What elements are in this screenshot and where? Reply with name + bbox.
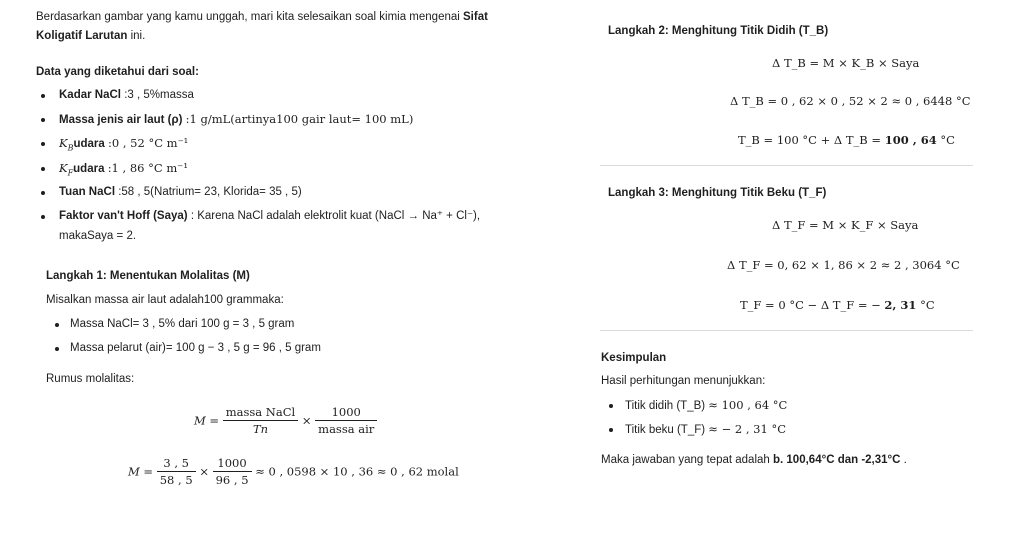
bullet <box>609 428 613 432</box>
bullet <box>41 118 45 122</box>
conclusion-item-boiling: Titik didih (T_B) ≈ 100 , 64 °C <box>625 398 788 412</box>
molality-calculation: M = $\frac{3 , 5}{58 , 5}$ × $\frac{1000}{96 , 5}$ ≈ 0 , 0598 × 10 , 36 ≈ 0 , 62 molal <box>128 456 459 487</box>
known-item-mr: Tuan NaCl :58 , 5(Natrium= 23, Klorida= 35 , 5) <box>59 186 302 198</box>
step2-heading: Langkah 2: Menghitung Titik Didih (T_B) <box>608 25 829 37</box>
molality-formula: M = $\frac{\text{massa NaCl}}{Tn}$ × $\frac{1000}{\text{massa air}}$ <box>194 405 377 436</box>
known-item-kf: $K_Fudara$ :1 , 86 °C m⁻¹ <box>59 161 188 178</box>
bullet <box>41 167 45 171</box>
known-item-kb: $K_Budara$ :0 , 52 °C m⁻¹ <box>59 136 189 153</box>
step3-heading: Langkah 3: Menghitung Titik Beku (T_F) <box>608 187 827 199</box>
known-item-nacl: Kadar NaCl :3 , 5%massa <box>59 89 194 101</box>
fraction: $\frac{1000}{\text{massa air}}$ <box>315 405 377 436</box>
bullet <box>55 323 59 327</box>
known-item-vant-hoff: Faktor van't Hoff (Saya) : Karena NaCl adalah elektrolit kuat (NaCl → Na⁺ + Cl⁻), <box>59 210 481 222</box>
bullet <box>41 215 45 219</box>
step2-eq2: Δ T_B = 0 , 62 × 0 , 52 × 2 ≈ 0 , 6448 °C <box>730 94 971 108</box>
step1-intro: Misalkan massa air laut adalah100 grammaka: <box>46 294 284 306</box>
step2-eq3: T_B = 100 °C + Δ T_B = 100 , 64 °C <box>738 133 955 147</box>
step1-item-solvent-mass: Massa pelarut (air)= 100 g − 3 , 5 g = 96 , 5 gram <box>70 342 321 354</box>
step3-eq3: T_F = 0 °C − Δ T_F = − 2, 31 °C <box>740 298 935 312</box>
known-item-density: Massa jenis air laut (ρ) :1 g/mL(artinya100 gair laut= 100 mL) <box>59 112 414 126</box>
step1-heading: Langkah 1: Menentukan Molalitas (M) <box>46 270 250 282</box>
divider <box>600 330 973 331</box>
conclusion-item-freezing: Titik beku (T_F) ≈ − 2 , 31 °C <box>625 422 787 436</box>
bullet <box>41 94 45 98</box>
conclusion-heading: Kesimpulan <box>601 352 667 364</box>
step3-eq2: Δ T_F = 0, 62 × 1, 86 × 2 ≈ 2 , 3064 °C <box>727 258 960 272</box>
intro-line-2: Koligatif Larutan ini. <box>36 30 146 42</box>
intro-line-1: Berdasarkan gambar yang kamu unggah, mari kita selesaikan soal kimia mengenai Sifat <box>36 11 488 23</box>
bullet <box>55 347 59 351</box>
step3-eq1: Δ T_F = M × K_F × Saya <box>772 218 919 232</box>
fraction: $\frac{1000}{96 , 5}$ <box>213 456 252 487</box>
step2-eq1: Δ T_B = M × K_B × Saya <box>772 56 920 70</box>
conclusion-intro: Hasil perhitungan menunjukkan: <box>601 375 766 387</box>
fraction: $\frac{3 , 5}{58 , 5}$ <box>157 456 196 487</box>
fraction: $\frac{\text{massa NaCl}}{Tn}$ <box>223 405 298 436</box>
divider <box>600 165 973 166</box>
known-item-vant-hoff-cont: makaSaya = 2. <box>59 230 137 242</box>
formula-label: Rumus molalitas: <box>46 373 135 385</box>
bullet <box>41 191 45 195</box>
bullet <box>41 142 45 146</box>
final-answer: Maka jawaban yang tepat adalah b. 100,64°C dan -2,31°C . <box>601 454 907 466</box>
step1-item-nacl-mass: Massa NaCl= 3 , 5% dari 100 g = 3 , 5 gram <box>70 318 295 330</box>
bullet <box>609 404 613 408</box>
known-heading: Data yang diketahui dari soal: <box>36 66 199 78</box>
